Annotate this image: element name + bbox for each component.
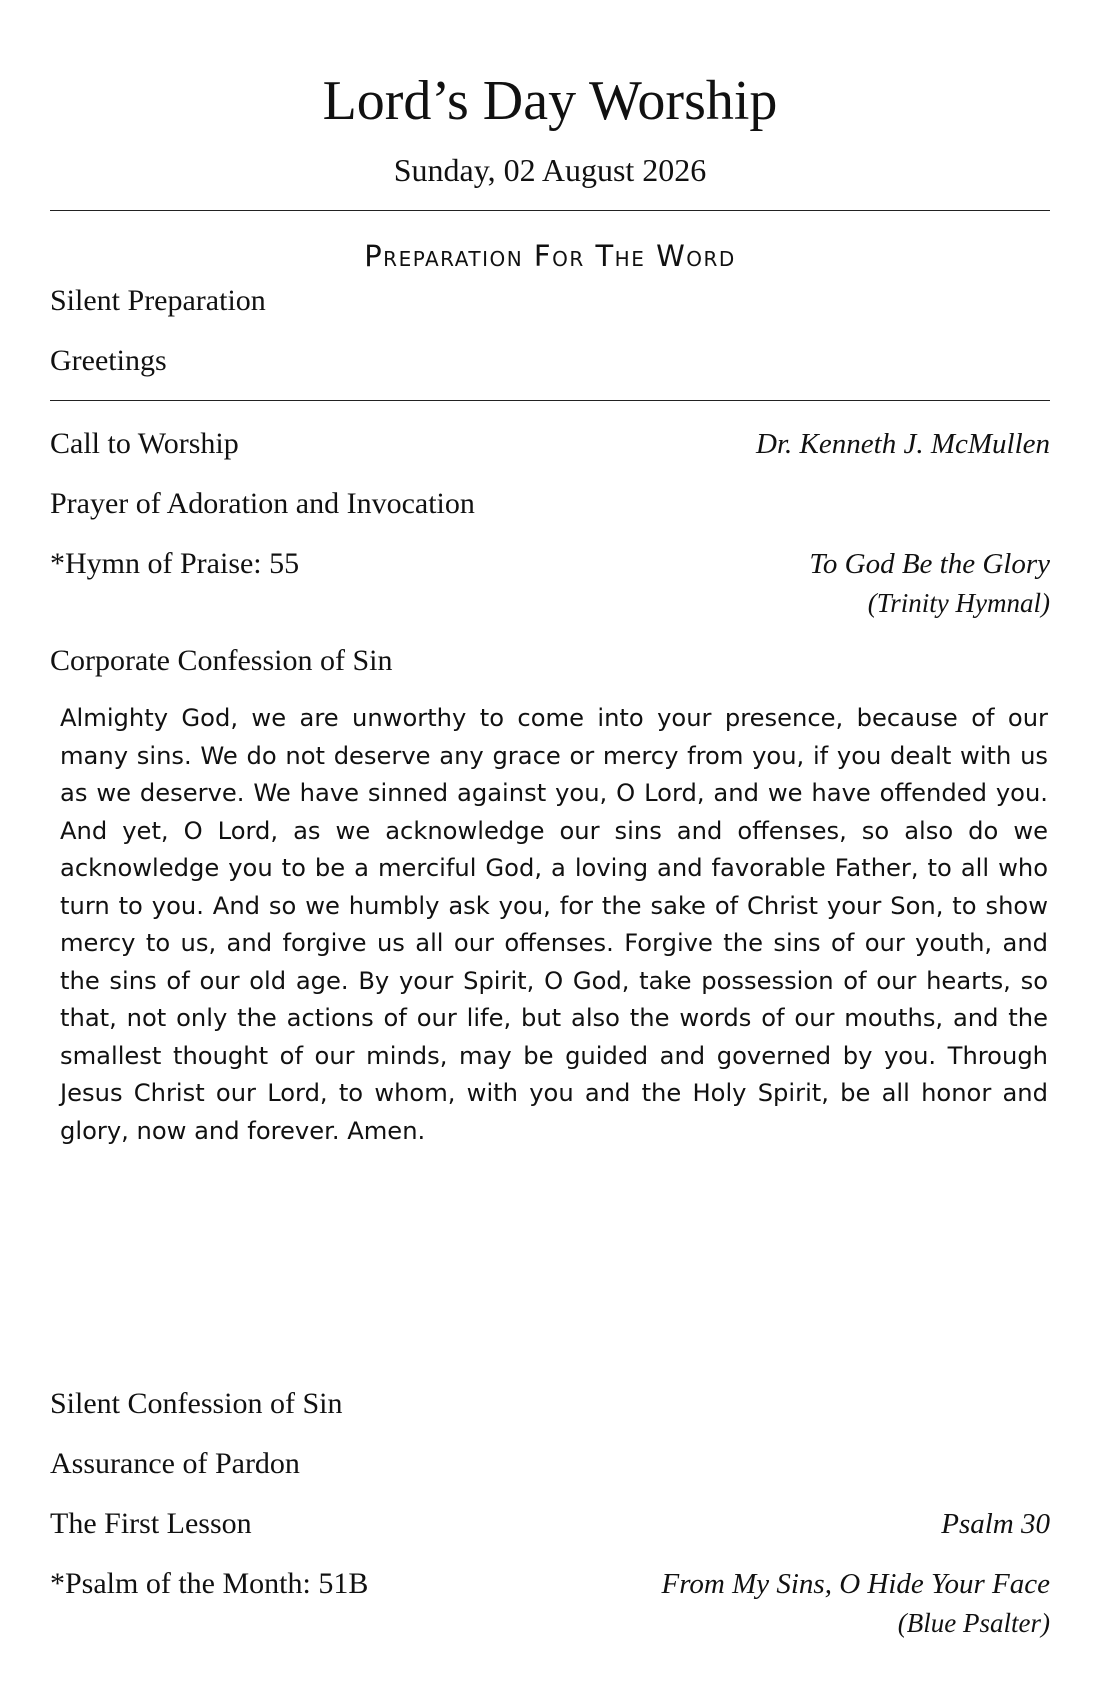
item-corporate-confession: Corporate Confession of Sin <box>50 644 393 677</box>
item-assurance-of-pardon: Assurance of Pardon <box>50 1447 300 1480</box>
service-date: Sunday, 02 August 2026 <box>393 152 707 188</box>
item-first-lesson: The First Lesson <box>50 1507 252 1540</box>
first-lesson-reference: Psalm 30 <box>941 1508 1050 1540</box>
page-title: Lord’s Day Worship <box>322 70 778 132</box>
psalm-source: (Blue Psalter) <box>897 1608 1050 1638</box>
hymn-source: (Trinity Hymnal) <box>867 588 1050 618</box>
bulletin-page <box>50 0 1050 1700</box>
call-to-worship-leader: Dr. Kenneth J. McMullen <box>756 428 1050 460</box>
item-hymn-of-praise: *Hymn of Praise: 55 <box>50 547 300 580</box>
hymn-title: To God Be the Glory <box>809 548 1050 580</box>
divider-top <box>50 210 1050 211</box>
corporate-confession-prayer-text: Almighty God, we are unworthy to come into your presence, because of our many sins. We do not deserve any grace or mercy from you, if you dealt with us as we deserve. We have sinned against you, O Lord, and we have offended you. And yet, O Lord, as we acknowledge our sins and offenses, so also do we acknowledge you to be a merciful God, a loving and favorable Father, to all who turn to you. And so we humbly ask you, for the sake of Christ your Son, to show mercy to us, and forgive us all our offenses. Forgive the sins of our youth, and the sins of our old age. By your Spirit, O God, take possession of our hearts, so that, not only the actions of our life, but also the words of our mouths, and the smallest thought of our minds, may be guided and governed by you. Through Jesus Christ our Lord, to whom, with you and the Holy Spirit, be all honor and glory, now and forever. Amen. <box>60 704 1048 1145</box>
item-psalm-of-month: *Psalm of the Month: 51B <box>50 1567 369 1600</box>
psalm-title: From My Sins, O Hide Your Face <box>661 1568 1050 1600</box>
item-silent-confession: Silent Confession of Sin <box>50 1387 343 1420</box>
divider-middle <box>50 400 1050 401</box>
section-heading-preparation: Preparation For The Word <box>364 239 736 273</box>
item-greetings: Greetings <box>50 344 167 377</box>
item-prayer-of-adoration: Prayer of Adoration and Invocation <box>50 487 475 520</box>
item-silent-preparation: Silent Preparation <box>50 284 266 317</box>
item-call-to-worship: Call to Worship <box>50 427 239 460</box>
